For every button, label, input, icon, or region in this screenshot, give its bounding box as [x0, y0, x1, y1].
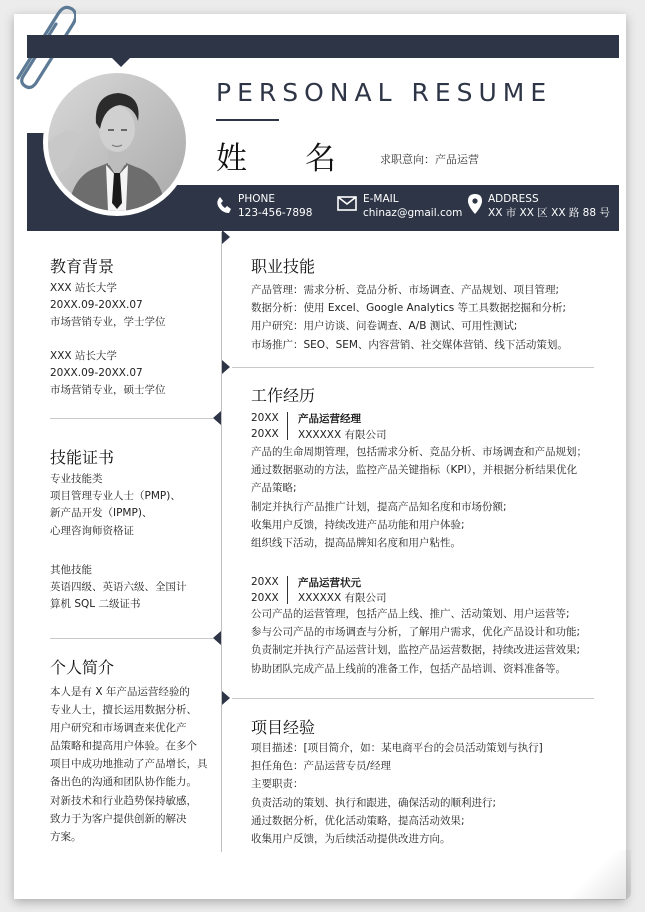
phone-value: 123-456-7898 [238, 207, 313, 219]
section-divider [232, 367, 594, 368]
job-separator [287, 412, 288, 440]
study-period: 20XX.09-20XX.07 [50, 299, 143, 312]
phone-label: PHONE [238, 193, 275, 205]
year-end: 20XX [251, 592, 279, 604]
skills-list [251, 281, 568, 354]
profile-text [50, 683, 208, 846]
headline-underline [216, 119, 279, 121]
certificate-line: 心理咨询师资格证 [50, 524, 134, 537]
skill-line: 数据分析：使用 Excel、Google Analytics 等工具数据挖掘和分析; [251, 302, 567, 315]
study-period: 20XX.09-20XX.07 [50, 367, 143, 380]
profile-line: 项目中成功地推动了产品增长，具 [50, 758, 208, 771]
header-notch [112, 58, 130, 67]
duty-line: 收集用户反馈，持续改进产品功能和用户体验; [251, 518, 465, 531]
duty-line: 参与公司产品的市场调查与分析，了解用户需求，优化产品设计和功能; [251, 626, 581, 639]
section-marker [222, 360, 230, 374]
header-top-bar [27, 35, 619, 58]
certificate-line: 新产品开发（IPMP)、 [50, 507, 153, 520]
duty-line: 公司产品的运营管理，包括产品上线、推广、活动策划、用户运营等; [251, 608, 570, 620]
resume-headline: PERSONAL RESUME [216, 78, 553, 107]
project-line: 负责活动的策划、执行和跟进，确保活动的顺利进行; [251, 796, 497, 809]
address-value: XX 市 XX 区 XX 路 88 号 [488, 207, 610, 219]
year-end: 20XX [251, 428, 279, 440]
job-duties [251, 605, 580, 678]
certificate-line: 英语四级、英语六级、全国计 [50, 581, 187, 594]
section-marker [222, 230, 230, 244]
profile-line: 专业人士，擅长运用数据分析、 [50, 704, 197, 717]
project-details [251, 739, 543, 848]
education-entry [50, 280, 166, 332]
school-name: XXX 站长大学 [50, 350, 117, 362]
section-marker [213, 631, 221, 645]
profile-line: 用户研究和市场调查来优化产 [50, 722, 187, 735]
mail-icon [337, 196, 357, 211]
project-line: 项目描述：[项目简介，如：某电商平台的会员活动策划与执行] [251, 742, 543, 754]
section-marker [222, 691, 230, 705]
avatar [48, 73, 186, 211]
skill-line: 市场推广：SEO、SEM、内容营销、社交媒体营销、线下活动策划。 [251, 338, 568, 351]
profile-title: 个人简介 [50, 658, 115, 677]
email-value: chinaz@gmail.com [363, 207, 463, 219]
skill-line: 用户研究：用户访谈、问卷调查、A/B 测试、可用性测试; [251, 320, 518, 333]
job-years [251, 574, 279, 606]
certificate-line: 其他技能 [50, 564, 92, 576]
other-skills-list [50, 562, 187, 614]
profile-line: 方案。 [50, 830, 82, 843]
profile-line: 品策略和提高用户体验。在多个 [50, 740, 197, 753]
section-marker [213, 411, 221, 425]
job-company: XXXXXX 有限公司 [298, 429, 387, 441]
candidate-name: 姓 名 [216, 141, 360, 177]
duty-line: 通过数据驱动的方法，监控产品关键指标（KPI），并根据分析结果优化 [251, 464, 578, 477]
year-start: 20XX [251, 576, 279, 588]
phone-icon [216, 196, 232, 214]
certificates-list [50, 471, 181, 540]
profile-line: 致力于为客户提供创新的解决 [50, 812, 187, 825]
job-company: XXXXXX 有限公司 [298, 592, 387, 604]
job-intent: 求职意向：产品运营 [380, 153, 479, 166]
school-name: XXX 站长大学 [50, 282, 117, 294]
certificate-line: 项目管理专业人士（PMP)、 [50, 490, 181, 503]
skill-line: 产品管理：需求分析、竞品分析、市场调查、产品规划、项目管理; [251, 284, 560, 296]
page-curl-shadow [571, 850, 631, 900]
email-label: E-MAIL [363, 193, 399, 205]
project-line: 担任角色：产品运营专员/经理 [251, 760, 392, 773]
job-position: 产品运营状元 [298, 577, 361, 589]
section-divider [50, 638, 213, 639]
project-line: 收集用户反馈，为后续活动提供改进方向。 [251, 833, 451, 846]
work-title: 工作经历 [251, 386, 316, 405]
duty-line: 产品的生命周期管理，包括需求分析、竞品分析、市场调查和产品规划； [251, 446, 587, 458]
job-duties [251, 443, 587, 552]
certificates-title: 技能证书 [50, 448, 115, 467]
certificate-line: 算机 SQL 二级证书 [50, 598, 141, 611]
profile-line: 备出色的沟通和团队协作能力。 [50, 776, 197, 789]
duty-line: 制定并执行产品推广计划，提高产品知名度和市场份额; [251, 500, 507, 513]
address-label: ADDRESS [488, 193, 539, 205]
column-divider [221, 232, 222, 852]
skills-title: 职业技能 [251, 257, 316, 276]
location-pin-icon [468, 194, 482, 214]
duty-line: 产品策略; [251, 482, 297, 495]
section-divider [232, 698, 594, 699]
degree: 市场营销专业，学士学位 [50, 316, 166, 329]
job-separator [287, 576, 288, 604]
duty-line: 组织线下活动，提高品牌知名度和用户粘性。 [251, 537, 461, 550]
profile-line: 本人是有 X 年产品运营经验的 [50, 686, 190, 698]
job-years [251, 410, 279, 442]
education-entry [50, 348, 166, 400]
duty-line: 负责制定并执行产品运营计划，监控产品运营数据，持续改进运营效果; [251, 644, 581, 657]
certificate-line: 专业技能类 [50, 473, 103, 485]
section-divider [50, 418, 213, 419]
project-line: 主要职责： [251, 778, 304, 791]
duty-line: 协助团队完成产品上线前的准备工作，包括产品培训、资料准备等。 [251, 662, 566, 675]
projects-title: 项目经验 [251, 718, 316, 737]
job-position: 产品运营经理 [298, 413, 361, 425]
education-title: 教育背景 [50, 257, 115, 276]
degree: 市场营销专业，硕士学位 [50, 384, 166, 397]
project-line: 通过数据分析，优化活动策略，提高活动效果; [251, 814, 465, 827]
profile-line: 对新技术和行业趋势保持敏感， [50, 794, 197, 807]
year-start: 20XX [251, 412, 279, 424]
